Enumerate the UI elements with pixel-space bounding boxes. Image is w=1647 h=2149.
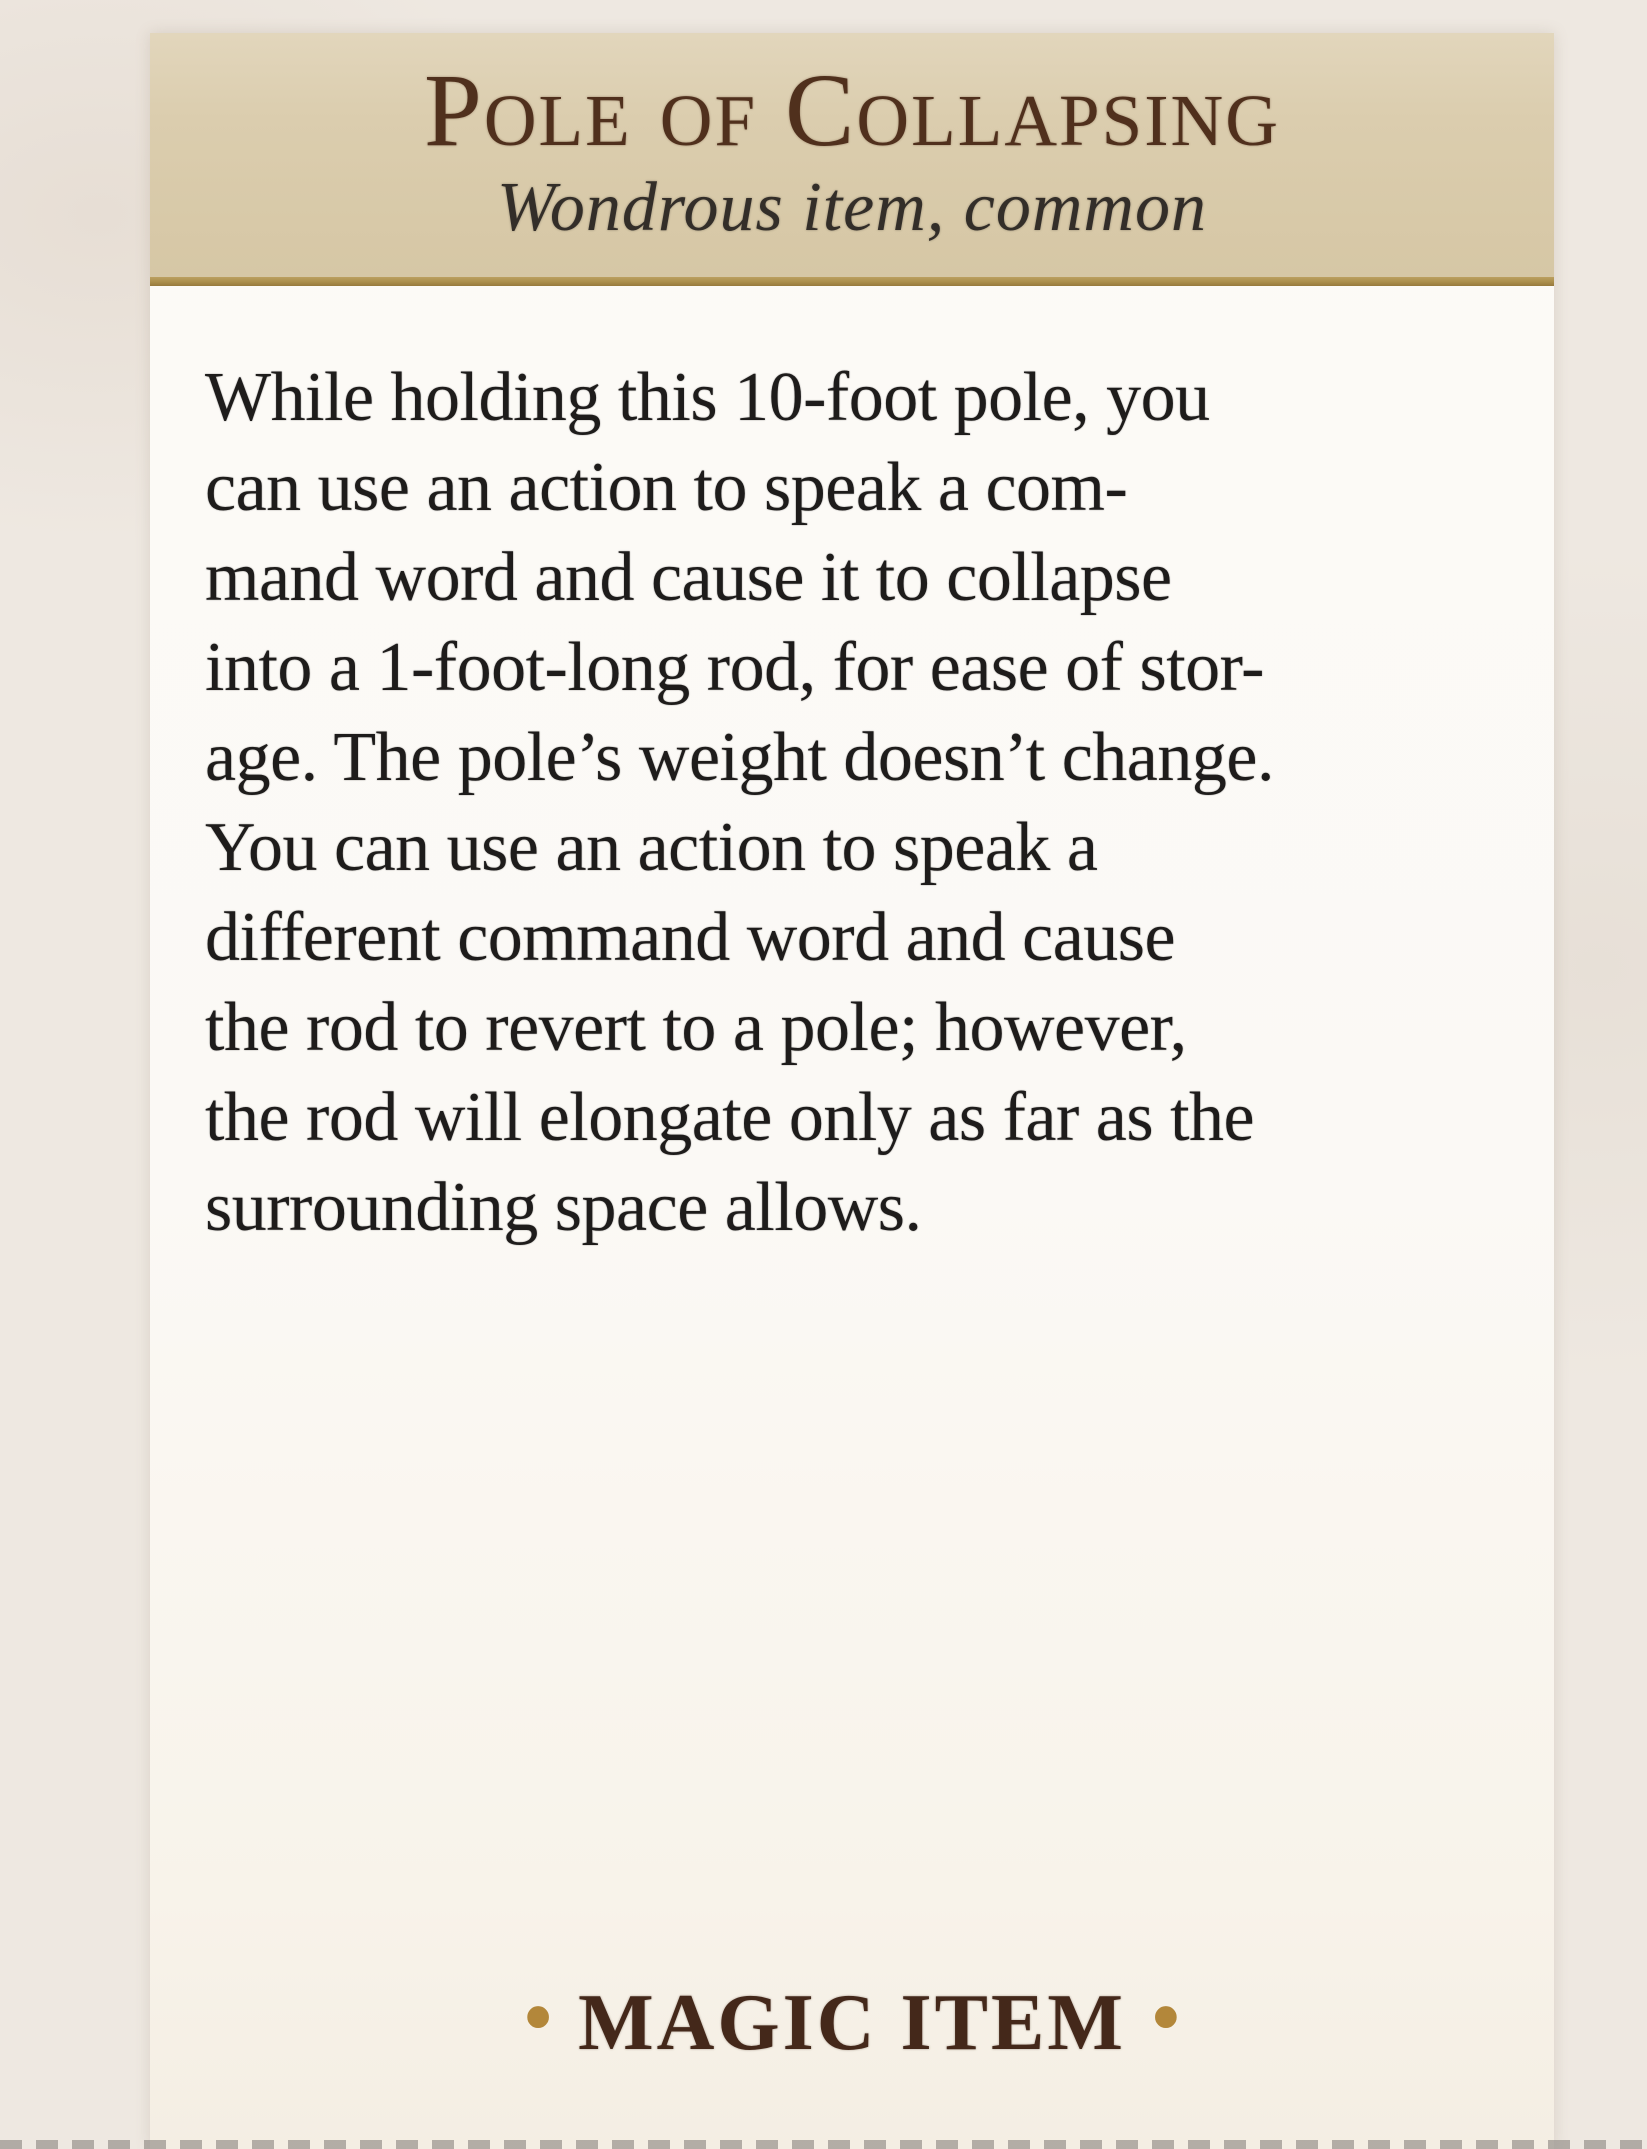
description-line: the rod to revert to a pole; however,: [205, 989, 1187, 1066]
card-subtitle: Wondrous item, common: [497, 169, 1207, 246]
card-description: [205, 353, 1525, 1253]
description-line: surrounding space allows.: [205, 1169, 922, 1246]
description-line: You can use an action to speak a: [205, 809, 1098, 886]
magic-item-card: [150, 33, 1554, 2149]
footer-bullet-icon: •: [1151, 1974, 1180, 2062]
description-line: age. The pole’s weight doesn’t change.: [205, 719, 1274, 796]
footer-label: MAGIC ITEM: [578, 1978, 1126, 2067]
description-line: mand word and cause it to collapse: [205, 539, 1172, 616]
description-line: While holding this 10-foot pole, you: [205, 359, 1210, 436]
description-line: can use an action to speak a com-: [205, 449, 1128, 526]
description-line: the rod will elongate only as far as the: [205, 1079, 1255, 1156]
description-line: different command word and cause: [205, 899, 1176, 976]
card-title: Pole of Collapsing: [424, 53, 1280, 168]
card-header-banner: [150, 33, 1554, 277]
description-line: into a 1-foot-long rod, for ease of stor-: [205, 629, 1264, 706]
card-footer: [150, 1973, 1554, 2069]
perforation-edge: [0, 2140, 1647, 2149]
header-divider-rule: [150, 277, 1554, 286]
footer-bullet-icon: •: [524, 1974, 553, 2062]
